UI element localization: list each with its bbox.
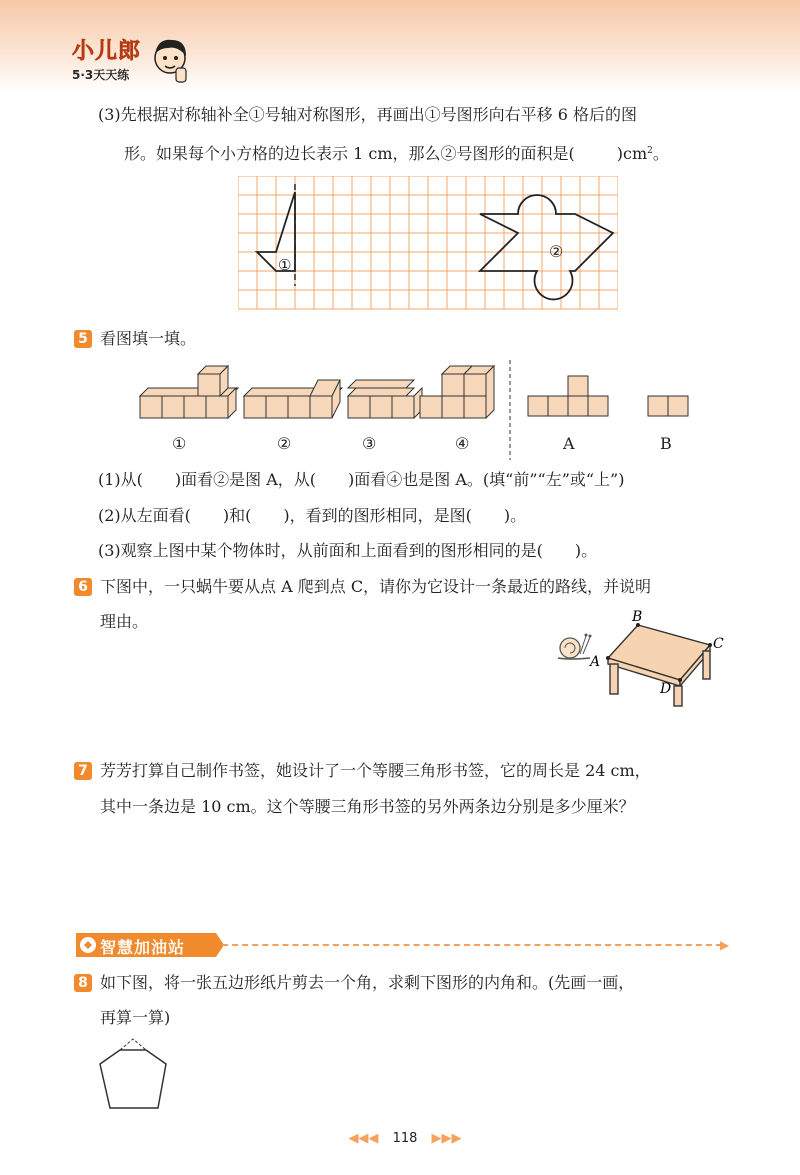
- shape2-label: ②: [549, 242, 564, 261]
- figure-label-4: ④: [455, 434, 470, 453]
- pentagon-figure: [96, 1036, 176, 1112]
- shape1-label: ①: [278, 256, 292, 274]
- figure-label-3: ③: [362, 434, 377, 453]
- q5-sub3: (3)观察上图中某个物体时，从前面和上面看到的图形相同的是( )。: [98, 541, 598, 560]
- q4-3-unit: )cm: [616, 144, 648, 163]
- q7-line2: 其中一条边是 10 cm。这个等腰三角形书签的另外两条边分别是多少厘米？: [100, 797, 635, 816]
- chevron-right-icon: ▶: [720, 938, 730, 952]
- page-number: 118: [392, 1131, 418, 1146]
- cube-figures: [130, 360, 710, 432]
- q8-line2: 再算一算): [100, 1008, 171, 1027]
- banner-dash-line: [222, 944, 722, 946]
- view-b: [648, 396, 688, 416]
- q8-line1: 如下图，将一张五边形纸片剪去一个角，求剩下图形的内角和。(先画一画，: [100, 973, 635, 992]
- divider-line-lower: [509, 430, 513, 460]
- q7-line1: 芳芳打算自己制作书签，她设计了一个等腰三角形书签，它的周长是 24 cm，: [100, 761, 651, 780]
- point-c: C: [713, 636, 724, 652]
- cube-figure-2: [244, 380, 342, 418]
- question-number-6: 6: [74, 578, 92, 596]
- figure-label-1: ①: [172, 434, 187, 453]
- cube-figure-3: [348, 380, 422, 418]
- cube-figure-1: [140, 366, 238, 418]
- view-a: [528, 376, 608, 416]
- q5-title: 看图填一填。: [100, 329, 197, 348]
- point-a: A: [590, 654, 601, 670]
- q4-3-line1: (3)先根据对称轴补全①号轴对称图形，再画出①号图形向右平移 6 格后的图: [98, 105, 638, 124]
- table-icon: [608, 625, 710, 706]
- q4-3-line2: [124, 140, 669, 165]
- next-arrows-icon: ▶▶▶: [431, 1131, 462, 1146]
- section-title: 智慧加油站: [100, 938, 186, 957]
- cube-figure-4: [420, 366, 494, 418]
- figure-label-a: A: [563, 434, 575, 453]
- q5-sub2: (2)从左面看( )和( )，看到的图形相同，是图( )。: [98, 506, 527, 525]
- q5-sub1: (1)从( )面看②是图 A，从( )面看④也是图 A。(填“前”“左”或“上”): [98, 470, 625, 489]
- q6-line1: 下图中，一只蜗牛要从点 A 爬到点 C，请你为它设计一条最近的路线，并说明: [100, 577, 652, 596]
- logo-title: 小儿郎: [72, 39, 142, 64]
- prev-arrows-icon: ◀◀◀: [348, 1131, 379, 1146]
- question-number-5: 5: [74, 330, 92, 348]
- figure-label-2: ②: [277, 434, 292, 453]
- book-logo: [72, 34, 141, 83]
- q6-line2: 理由。: [100, 612, 149, 631]
- snail-icon: [558, 634, 592, 660]
- shape-2: [480, 195, 613, 299]
- figure-label-b: B: [660, 434, 672, 453]
- point-d: D: [660, 681, 672, 697]
- q4-3-period: 。: [652, 144, 669, 163]
- q4-3-line2-text: 形。如果每个小方格的边长表示 1 cm，那么②号图形的面积是(: [124, 144, 575, 163]
- logo-subtitle: 5·3天天练: [72, 68, 130, 82]
- grid-shapes: [238, 176, 618, 312]
- question-number-8: 8: [74, 974, 92, 992]
- q4-3-unit-sup: 2: [647, 146, 653, 156]
- page-footer: [340, 1131, 470, 1146]
- snail-table-figure: [550, 608, 730, 708]
- point-b: B: [632, 609, 643, 625]
- question-number-7: 7: [74, 762, 92, 780]
- mascot-icon: [148, 34, 192, 86]
